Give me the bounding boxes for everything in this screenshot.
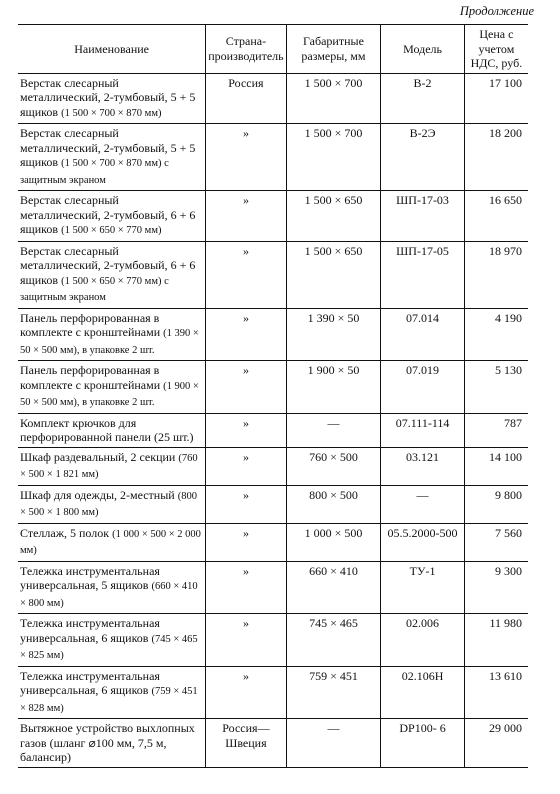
item-name: Тележка инструментальная универсальная, 6 ящиков — [20, 616, 160, 645]
cell-name — [18, 191, 206, 242]
item-name: Панель перфорированная в комплекте с кронштейнами — [20, 310, 161, 339]
cell-country: » — [206, 561, 286, 614]
table-row — [18, 241, 528, 308]
cell-price: 14 100 — [464, 447, 528, 485]
table-row — [18, 614, 528, 667]
item-name: Верстак слесарный металлический, 2-тумбовый, 5 + 5 ящиков — [20, 126, 196, 169]
cell-name — [18, 241, 206, 308]
table-row — [18, 191, 528, 242]
cell-model: ШП-17-03 — [381, 191, 464, 242]
cell-model: 02.106Н — [381, 666, 464, 719]
cell-price: 9 800 — [464, 485, 528, 523]
header-model: Модель — [381, 25, 464, 74]
cell-dims: 1 500 × 700 — [286, 124, 381, 191]
cell-name — [18, 413, 206, 447]
cell-model: 05.5.2000-500 — [381, 523, 464, 561]
cell-model: В-2Э — [381, 124, 464, 191]
cell-dims: 1 500 × 650 — [286, 191, 381, 242]
cell-country: » — [206, 241, 286, 308]
table-row — [18, 523, 528, 561]
item-name: Верстак слесарный металлический, 2-тумбовый, 6 + 6 ящиков — [20, 243, 196, 287]
cell-price: 5 130 — [464, 361, 528, 414]
header-row — [18, 25, 528, 74]
item-name: Верстак слесарный металлический, 2-тумбовый, 6 + 6 ящиков — [20, 193, 196, 236]
cell-dims: 1 500 × 650 — [286, 241, 381, 308]
cell-model: В-2 — [381, 73, 464, 124]
table-row — [18, 447, 528, 485]
cell-price: 18 200 — [464, 124, 528, 191]
item-name: Панель перфорированная в комплекте с кронштейнами — [20, 363, 161, 392]
cell-country: » — [206, 447, 286, 485]
cell-country: » — [206, 191, 286, 242]
cell-model: 03.121 — [381, 447, 464, 485]
header-price: Цена с учетом НДС, руб. — [464, 25, 528, 74]
item-size: (800 × 500 × 1 800 мм) — [20, 490, 197, 518]
item-size: (1 500 × 700 × 870 мм) с защитным экраном — [20, 158, 169, 186]
table-row — [18, 413, 528, 447]
item-name: Стеллаж, 5 полок — [20, 525, 110, 540]
item-size: (1 900 × 50 × 500 мм), в упаковке 2 шт. — [20, 380, 199, 408]
cell-price: 29 000 — [464, 719, 528, 768]
item-name: Шкаф для одежды, 2-местный — [20, 487, 175, 502]
table-row — [18, 561, 528, 614]
cell-price: 17 100 — [464, 73, 528, 124]
cell-model: DP100- 6 — [381, 719, 464, 768]
cell-model: ШП-17-05 — [381, 241, 464, 308]
cell-country: » — [206, 361, 286, 414]
cell-price: 13 610 — [464, 666, 528, 719]
cell-dims: 1 500 × 700 — [286, 73, 381, 124]
cell-name — [18, 361, 206, 414]
cell-price: 16 650 — [464, 191, 528, 242]
cell-model: 07.014 — [381, 308, 464, 361]
item-size: (1 000 × 500 × 2 000 мм) — [20, 528, 201, 556]
header-country: Страна-производитель — [206, 25, 286, 74]
table-row — [18, 361, 528, 414]
item-size: (759 × 451 × 828 мм) — [20, 686, 198, 714]
table-row — [18, 73, 528, 124]
cell-dims: — — [286, 719, 381, 768]
item-size: (660 × 410 × 800 мм) — [20, 581, 198, 609]
cell-model: 07.019 — [381, 361, 464, 414]
continuation-label: Продолжение — [459, 4, 534, 18]
item-size: (1 390 × 50 × 500 мм), в упаковке 2 шт. — [20, 328, 199, 356]
cell-name — [18, 73, 206, 124]
item-name: Шкаф раздевальный, 2 секции — [20, 449, 176, 464]
table-row — [18, 485, 528, 523]
item-name: Тележка инструментальная универсальная, 6 ящиков — [20, 668, 160, 697]
cell-dims: 1 900 × 50 — [286, 361, 381, 414]
item-name: Верстак слесарный металлический, 2-тумбовый, 5 + 5 ящиков — [20, 75, 196, 119]
table-row — [18, 124, 528, 191]
cell-price: 7 560 — [464, 523, 528, 561]
item-size: (1 500 × 650 × 770 мм) с защитным экраном — [20, 275, 169, 303]
cell-name — [18, 308, 206, 361]
cell-dims: 800 × 500 — [286, 485, 381, 523]
cell-country: » — [206, 614, 286, 667]
item-size: (1 500 × 700 × 870 мм) — [61, 107, 162, 119]
cell-model: — — [381, 485, 464, 523]
cell-dims: 1 390 × 50 — [286, 308, 381, 361]
cell-dims: 760 × 500 — [286, 447, 381, 485]
cell-country: » — [206, 666, 286, 719]
cell-price: 4 190 — [464, 308, 528, 361]
table-row — [18, 719, 528, 768]
table-row — [18, 308, 528, 361]
cell-dims: — — [286, 413, 381, 447]
cell-model: ТУ-1 — [381, 561, 464, 614]
cell-price: 11 980 — [464, 614, 528, 667]
cell-country: Россия — [206, 73, 286, 124]
cell-dims: 660 × 410 — [286, 561, 381, 614]
cell-country: » — [206, 308, 286, 361]
cell-price: 9 300 — [464, 561, 528, 614]
cell-country: » — [206, 523, 286, 561]
cell-name — [18, 614, 206, 667]
item-size: (1 500 × 650 × 770 мм) — [61, 225, 162, 236]
cell-dims: 759 × 451 — [286, 666, 381, 719]
cell-name — [18, 719, 206, 768]
cell-price: 18 970 — [464, 241, 528, 308]
cell-dims: 1 000 × 500 — [286, 523, 381, 561]
cell-country: » — [206, 413, 286, 447]
cell-name — [18, 561, 206, 614]
cell-dims: 745 × 465 — [286, 614, 381, 667]
item-name: Комплект крючков для перфорированной панели (25 шт.) — [20, 415, 194, 444]
cell-name — [18, 124, 206, 191]
cell-model: 07.111-114 — [381, 413, 464, 447]
header-name: Наименование — [18, 25, 206, 74]
item-name: Вытяжное устройство выхлопных газов (шланг ⌀100 мм, 7,5 м, балансир) — [20, 721, 195, 764]
item-name: Тележка инструментальная универсальная, 5 ящиков — [20, 563, 160, 592]
cell-country: » — [206, 485, 286, 523]
header-dims: Габаритные размеры, мм — [286, 25, 381, 74]
cell-name — [18, 485, 206, 523]
cell-name — [18, 447, 206, 485]
price-table — [18, 24, 528, 768]
table-row — [18, 666, 528, 719]
cell-model: 02.006 — [381, 614, 464, 667]
cell-name — [18, 523, 206, 561]
item-size: (760 × 500 × 1 821 мм) — [20, 452, 198, 480]
cell-country: Россия—Швеция — [206, 719, 286, 768]
item-size: (745 × 465 × 825 мм) — [20, 633, 198, 661]
cell-country: » — [206, 124, 286, 191]
cell-price: 787 — [464, 413, 528, 447]
cell-name — [18, 666, 206, 719]
